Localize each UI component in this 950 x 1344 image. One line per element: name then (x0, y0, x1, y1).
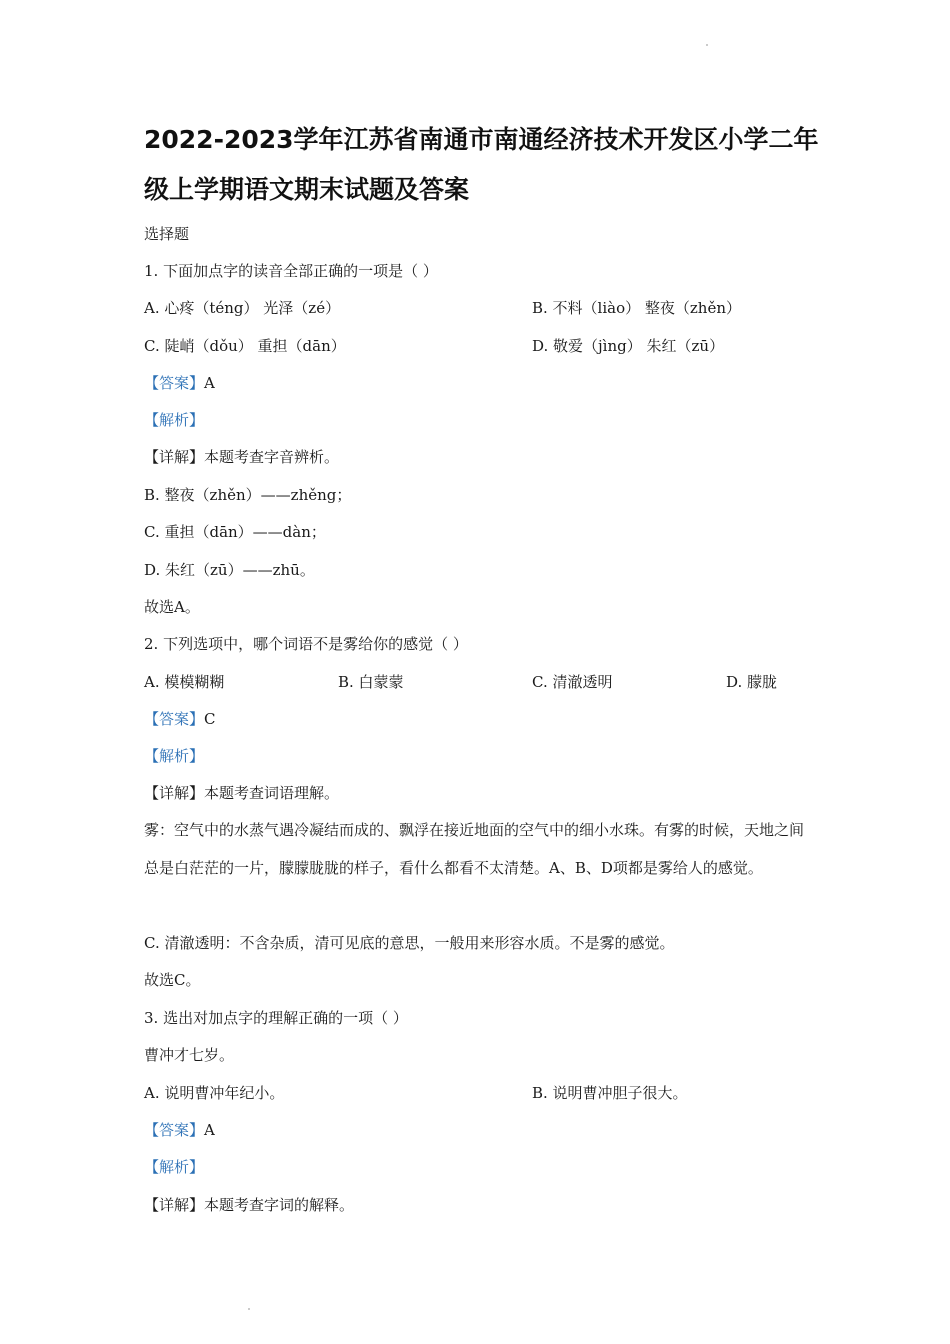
q1-option-a: A. 心疼（téng） 光泽（zé） (144, 299, 341, 317)
q1-detail (144, 447, 824, 467)
analysis-tag: 【解析】 (144, 411, 205, 429)
q3-detail (144, 1195, 824, 1215)
q2-analysis (144, 746, 824, 766)
q3-answer (144, 1120, 824, 1140)
q2-option-b: B. 白蒙蒙 (338, 673, 404, 691)
detail-tag: 【详解】 (144, 448, 205, 466)
q1-analysis (144, 410, 824, 430)
detail-tag: 【详解】 (144, 1196, 205, 1214)
q2-option-d: D. 朦胧 (726, 673, 778, 691)
q3-stem: 3. 选出对加点字的理解正确的一项（ ） (144, 1009, 408, 1027)
answer-tag: 【答案】 (144, 1121, 205, 1139)
q2-stem: 2. 下列选项中，哪个词语不是雾给你的感觉（ ） (144, 635, 468, 653)
q1-conclusion: 故选A。 (144, 598, 200, 616)
q2-option-c: C. 清澈透明 (532, 673, 613, 691)
q3-analysis (144, 1157, 824, 1177)
q3-answer-value: A (204, 1121, 215, 1139)
q3-option-a: A. 说明曹冲年纪小。 (144, 1084, 285, 1102)
q3-option-b: B. 说明曹冲胆子很大。 (532, 1084, 688, 1102)
scan-dot (248, 1308, 250, 1310)
q1-answer (144, 373, 824, 393)
doc-title-line2: 级上学期语文期末试题及答案 (144, 175, 470, 204)
q2-detail-text: 本题考查词语理解。 (204, 784, 340, 802)
doc-title-line1: 2022-2023学年江苏省南通市南通经济技术开发区小学二年 (144, 125, 819, 154)
q1-explain-c: C. 重担（dān）——dàn； (144, 523, 326, 541)
analysis-tag: 【解析】 (144, 1158, 205, 1176)
q1-answer-value: A (204, 374, 215, 392)
q2-answer-value: C (204, 710, 216, 728)
answer-tag: 【答案】 (144, 710, 205, 728)
q2-answer (144, 709, 824, 729)
q1-stem: 1. 下面加点字的读音全部正确的一项是（ ） (144, 262, 438, 280)
q2-explain-c: C. 清澈透明：不含杂质，清可见底的意思，一般用来形容水质。不是雾的感觉。 (144, 934, 675, 952)
q3-detail-text: 本题考查字词的解释。 (204, 1196, 355, 1214)
q1-explain-b: B. 整夜（zhěn）——zhěng； (144, 486, 352, 504)
q1-option-b: B. 不料（liào） 整夜（zhěn） (532, 299, 741, 317)
scan-dot (706, 44, 708, 46)
q2-explain-paragraph: 雾：空气中的水蒸气遇冷凝结而成的、飘浮在接近地面的空气中的细小水珠。有雾的时候，天地之间总是白茫茫的一片，朦朦胧胧的样子，看什么都看不太清楚。A、B、D项都是雾给人的感觉。 (144, 821, 805, 877)
q2-conclusion: 故选C。 (144, 971, 201, 989)
detail-tag: 【详解】 (144, 784, 205, 802)
section-heading: 选择题 (144, 225, 190, 243)
q1-option-d: D. 敬爱（jìng） 朱红（zū） (532, 337, 725, 355)
q2-option-a: A. 模模糊糊 (144, 673, 225, 691)
q2-detail (144, 783, 824, 803)
answer-tag: 【答案】 (144, 374, 205, 392)
analysis-tag: 【解析】 (144, 747, 205, 765)
q1-detail-text: 本题考查字音辨析。 (204, 448, 340, 466)
q1-option-c: C. 陡峭（dǒu） 重担（dān） (144, 337, 346, 355)
q3-sentence: 曹冲才七岁。 (144, 1046, 235, 1064)
q1-explain-d: D. 朱红（zū）——zhū。 (144, 561, 315, 579)
